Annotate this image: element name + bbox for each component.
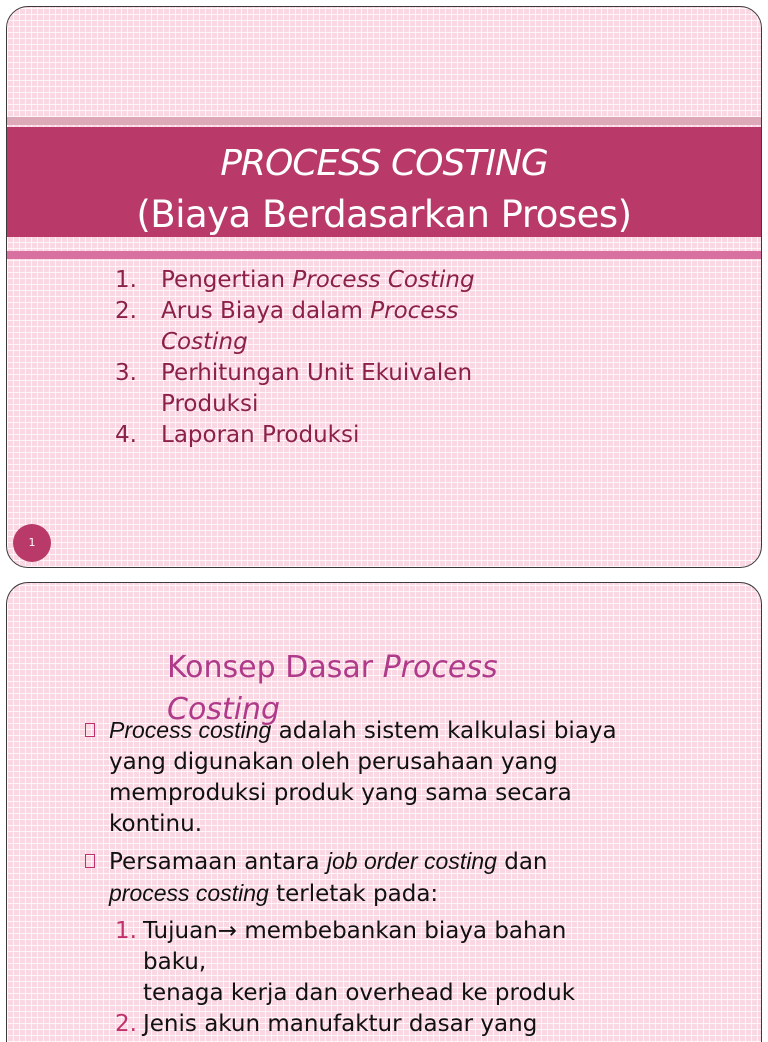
sub-list-number: 1. [115,918,137,944]
agenda-list [115,265,535,451]
sub-list-number: 2. [115,1011,137,1037]
decorative-band-top [7,117,761,125]
bullet-text: terletak pada: [268,881,439,907]
slide-subtitle: (Biaya Berdasarkan Proses) [136,193,632,236]
bullet-item [85,715,725,840]
bullet-icon [85,854,95,868]
list-item-number: 4. [115,422,137,448]
bullet-text: Persamaan antara [109,849,327,875]
bullet-text: yang digunakan oleh perusahaan yang [109,749,558,775]
slide-title-plain: Konsep Dasar [167,650,383,685]
list-item-italic-line2: Costing [161,329,248,355]
list-item-text: Arus Biaya dalam [161,298,371,324]
list-item-text: Pengertian [161,267,293,293]
bullet-item [85,846,725,910]
bullet-italic: job order costing [326,848,497,874]
page-number-badge: 1 [13,524,51,562]
bullet-text: dan [496,849,548,875]
sub-list-text: Jenis akun manufaktur dasar yang [143,1011,538,1037]
slide-title: PROCESS COSTING [220,143,548,184]
list-item-text: Laporan Produksi [161,422,360,448]
list-item [115,358,535,420]
sub-list-text: tenaga kerja dan overhead ke produk [143,980,576,1006]
slide-2 [6,582,762,1042]
list-item-number: 1. [115,267,137,293]
slide-title-italic-line2: Costing [167,692,281,727]
bullet-text: memproduksi produk yang sama secara [109,780,572,806]
title-band [7,127,761,237]
list-item-italic: Process Costing [292,267,475,293]
list-item-text-line2: Produksi [161,391,259,417]
slide-1 [6,6,762,568]
bullet-text: kontinu. [109,811,203,837]
sub-list-item [85,916,725,1009]
list-item [115,420,535,451]
list-item-number: 2. [115,298,137,324]
slide-title-italic: Process [382,650,498,685]
list-item [115,296,535,358]
list-item [115,265,535,296]
list-item-text: Perhitungan Unit Ekuivalen [161,360,473,386]
sub-list-text: Tujuan→ membebankan biaya bahan [143,918,567,944]
list-item-number: 3. [115,360,137,386]
bullet-italic: Process costing [109,717,272,743]
bullet-list [85,715,725,1040]
sub-list-item [85,1009,725,1040]
decorative-band-bottom [7,251,761,259]
list-item-italic: Process [370,298,459,324]
bullet-text: adalah sistem kalkulasi biaya [271,718,617,744]
bullet-italic: process costing [109,880,269,906]
sub-list-text: baku, [143,949,207,975]
bullet-icon [85,723,95,737]
